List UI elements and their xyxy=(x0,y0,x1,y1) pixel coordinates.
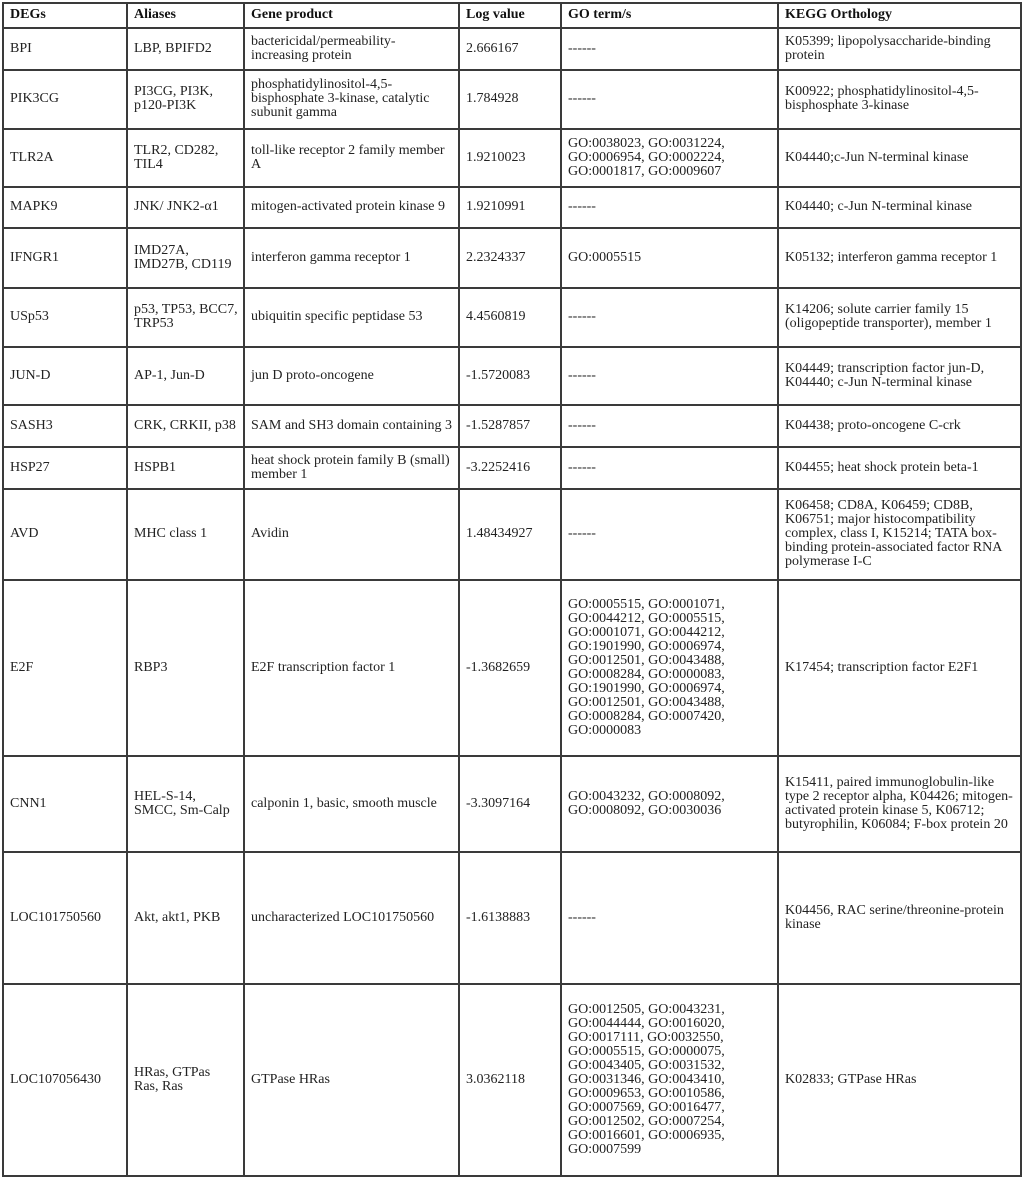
log-value-cell: -1.6138883 xyxy=(459,852,561,984)
log-value-cell: 3.0362118 xyxy=(459,984,561,1176)
log-value-cell: 1.9210023 xyxy=(459,129,561,187)
deg-cell: USp53 xyxy=(3,288,127,347)
header-gene-product: Gene product xyxy=(244,3,459,28)
kegg-cell: K04456, RAC serine/threonine-protein kinase xyxy=(778,852,1021,984)
go-terms-cell: ------ xyxy=(561,852,778,984)
go-terms-cell: ------ xyxy=(561,447,778,489)
gene-product-cell: GTPase HRas xyxy=(244,984,459,1176)
aliases-cell: MHC class 1 xyxy=(127,489,244,580)
header-row xyxy=(3,3,1021,28)
aliases-cell: AP-1, Jun-D xyxy=(127,347,244,405)
gene-product-cell: phosphatidylinositol-4,5-bisphosphate 3-kinase, catalytic subunit gamma xyxy=(244,70,459,129)
aliases-cell: PI3CG, PI3K, p120-PI3K xyxy=(127,70,244,129)
go-terms-cell: GO:0012505, GO:0043231, GO:0044444, GO:0016020, GO:0017111, GO:0032550, GO:0005515, GO:0000075, GO:0043405, GO:0031532, GO:0031346, GO:0043410, GO:0009653, GO:0010586, GO:0007569, GO:0016477, GO:0012502, GO:0007254, GO:0016601, GO:0006935, GO:0007599 xyxy=(561,984,778,1176)
log-value-cell: 1.784928 xyxy=(459,70,561,129)
deg-cell: LOC107056430 xyxy=(3,984,127,1176)
aliases-cell: TLR2, CD282, TIL4 xyxy=(127,129,244,187)
gene-product-cell: Avidin xyxy=(244,489,459,580)
kegg-cell: K04438; proto-oncogene C-crk xyxy=(778,405,1021,447)
table-row xyxy=(3,70,1021,129)
aliases-cell: HRas, GTPas Ras, Ras xyxy=(127,984,244,1176)
gene-product-cell: bactericidal/permeability-increasing protein xyxy=(244,28,459,70)
table-row xyxy=(3,984,1021,1176)
kegg-cell: K05132; interferon gamma receptor 1 xyxy=(778,228,1021,288)
gene-product-cell: interferon gamma receptor 1 xyxy=(244,228,459,288)
gene-product-cell: calponin 1, basic, smooth muscle xyxy=(244,756,459,852)
log-value-cell: 1.48434927 xyxy=(459,489,561,580)
gene-product-cell: ubiquitin specific peptidase 53 xyxy=(244,288,459,347)
kegg-cell: K04449; transcription factor jun-D, K04440; c-Jun N-terminal kinase xyxy=(778,347,1021,405)
header-degs: DEGs xyxy=(3,3,127,28)
deg-cell: MAPK9 xyxy=(3,187,127,228)
kegg-cell: K00922; phosphatidylinositol-4,5-bisphosphate 3-kinase xyxy=(778,70,1021,129)
deg-cell: HSP27 xyxy=(3,447,127,489)
table-row xyxy=(3,187,1021,228)
gene-product-cell: uncharacterized LOC101750560 xyxy=(244,852,459,984)
deg-cell: SASH3 xyxy=(3,405,127,447)
header-log-value: Log value xyxy=(459,3,561,28)
degs-table xyxy=(2,2,1022,1177)
go-terms-cell: GO:0038023, GO:0031224, GO:0006954, GO:0002224, GO:0001817, GO:0009607 xyxy=(561,129,778,187)
deg-cell: CNN1 xyxy=(3,756,127,852)
header-aliases: Aliases xyxy=(127,3,244,28)
kegg-cell: K14206; solute carrier family 15 (oligopeptide transporter), member 1 xyxy=(778,288,1021,347)
header-go-terms: GO term/s xyxy=(561,3,778,28)
kegg-cell: K17454; transcription factor E2F1 xyxy=(778,580,1021,756)
aliases-cell: LBP, BPIFD2 xyxy=(127,28,244,70)
log-value-cell: -1.5720083 xyxy=(459,347,561,405)
deg-cell: BPI xyxy=(3,28,127,70)
gene-product-cell: jun D proto-oncogene xyxy=(244,347,459,405)
aliases-cell: p53, TP53, BCC7, TRP53 xyxy=(127,288,244,347)
go-terms-cell: ------ xyxy=(561,28,778,70)
table-row xyxy=(3,489,1021,580)
go-terms-cell: ------ xyxy=(561,187,778,228)
go-terms-cell: ------ xyxy=(561,288,778,347)
table-row xyxy=(3,405,1021,447)
deg-cell: PIK3CG xyxy=(3,70,127,129)
go-terms-cell: GO:0005515 xyxy=(561,228,778,288)
log-value-cell: -1.5287857 xyxy=(459,405,561,447)
go-terms-cell: ------ xyxy=(561,347,778,405)
header-kegg-orthology: KEGG Orthology xyxy=(778,3,1021,28)
deg-cell: JUN-D xyxy=(3,347,127,405)
aliases-cell: JNK/ JNK2-α1 xyxy=(127,187,244,228)
aliases-cell: CRK, CRKII, p38 xyxy=(127,405,244,447)
kegg-cell: K06458; CD8A, K06459; CD8B, K06751; major histocompatibility complex, class I, K15214; TATA box-binding protein-associated factor RNA polymerase I-C xyxy=(778,489,1021,580)
deg-cell: AVD xyxy=(3,489,127,580)
gene-product-cell: toll-like receptor 2 family member A xyxy=(244,129,459,187)
kegg-cell: K04440; c-Jun N-terminal kinase xyxy=(778,187,1021,228)
gene-product-cell: heat shock protein family B (small) member 1 xyxy=(244,447,459,489)
table-row xyxy=(3,852,1021,984)
log-value-cell: 2.2324337 xyxy=(459,228,561,288)
table-row xyxy=(3,129,1021,187)
table-row xyxy=(3,447,1021,489)
log-value-cell: 4.4560819 xyxy=(459,288,561,347)
kegg-cell: K02833; GTPase HRas xyxy=(778,984,1021,1176)
kegg-cell: K04440;c-Jun N-terminal kinase xyxy=(778,129,1021,187)
table-row xyxy=(3,228,1021,288)
gene-product-cell: mitogen-activated protein kinase 9 xyxy=(244,187,459,228)
table-row xyxy=(3,28,1021,70)
table-row xyxy=(3,580,1021,756)
gene-product-cell: SAM and SH3 domain containing 3 xyxy=(244,405,459,447)
kegg-cell: K15411, paired immunoglobulin-like type 2 receptor alpha, K04426; mitogen-activated protein kinase 5, K06712; butyrophilin, K06084; F-box protein 20 xyxy=(778,756,1021,852)
go-terms-cell: GO:0043232, GO:0008092, GO:0008092, GO:0030036 xyxy=(561,756,778,852)
log-value-cell: -1.3682659 xyxy=(459,580,561,756)
go-terms-cell: ------ xyxy=(561,405,778,447)
aliases-cell: RBP3 xyxy=(127,580,244,756)
go-terms-cell: ------ xyxy=(561,70,778,129)
gene-product-cell: E2F transcription factor 1 xyxy=(244,580,459,756)
log-value-cell: -3.2252416 xyxy=(459,447,561,489)
log-value-cell: -3.3097164 xyxy=(459,756,561,852)
aliases-cell: IMD27A, IMD27B, CD119 xyxy=(127,228,244,288)
deg-cell: IFNGR1 xyxy=(3,228,127,288)
log-value-cell: 1.9210991 xyxy=(459,187,561,228)
kegg-cell: K04455; heat shock protein beta-1 xyxy=(778,447,1021,489)
deg-cell: TLR2A xyxy=(3,129,127,187)
table-row xyxy=(3,288,1021,347)
kegg-cell: K05399; lipopolysaccharide-binding protein xyxy=(778,28,1021,70)
deg-cell: E2F xyxy=(3,580,127,756)
aliases-cell: HSPB1 xyxy=(127,447,244,489)
go-terms-cell: ------ xyxy=(561,489,778,580)
table-row xyxy=(3,347,1021,405)
table-row xyxy=(3,756,1021,852)
deg-cell: LOC101750560 xyxy=(3,852,127,984)
log-value-cell: 2.666167 xyxy=(459,28,561,70)
go-terms-cell: GO:0005515, GO:0001071, GO:0044212, GO:0005515, GO:0001071, GO:0044212, GO:1901990, GO:0006974, GO:0012501, GO:0043488, GO:0008284, GO:0000083, GO:1901990, GO:0006974, GO:0012501, GO:0043488, GO:0008284, GO:0007420, GO:0000083 xyxy=(561,580,778,756)
aliases-cell: HEL-S-14, SMCC, Sm-Calp xyxy=(127,756,244,852)
aliases-cell: Akt, akt1, PKB xyxy=(127,852,244,984)
